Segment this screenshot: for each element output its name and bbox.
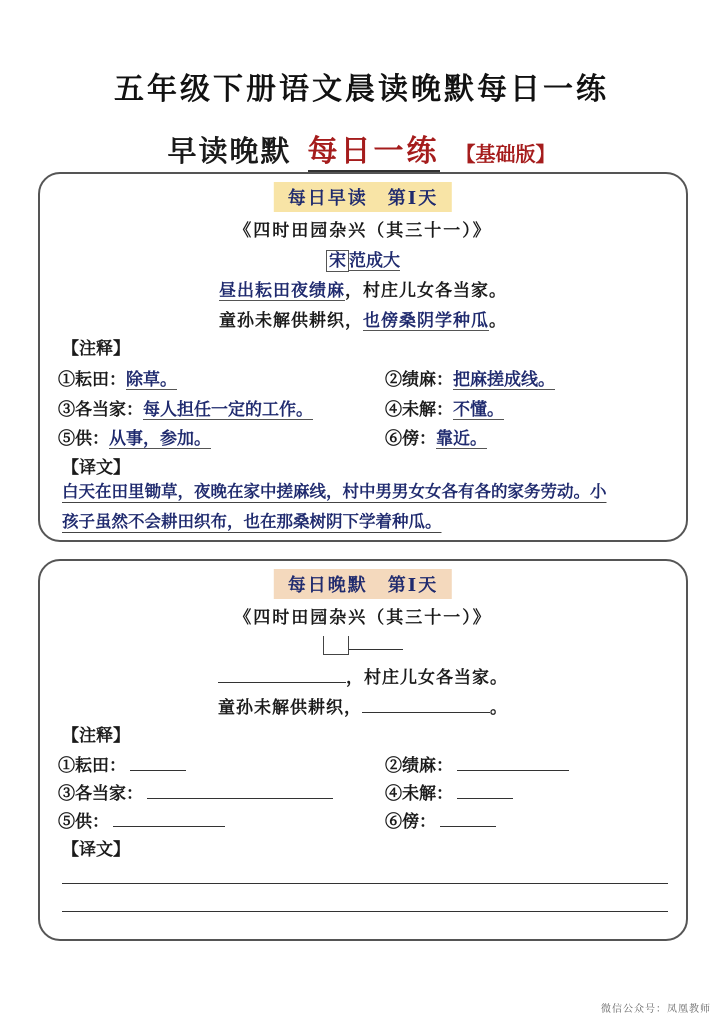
verse-line-2	[40, 306, 686, 331]
verse-1-highlight: 昼出耘田夜绩麻	[219, 281, 345, 301]
note-item: ③各当家：	[58, 779, 333, 804]
dynasty-blank[interactable]	[323, 636, 349, 655]
translation-line-2: 孩子虽然不会耕田织布，也在那桑树阴下学着种瓜。	[62, 512, 442, 531]
edition-badge: 【基础版】	[455, 142, 556, 166]
translation-write-line-1[interactable]	[62, 883, 668, 884]
evening-day-badge: 每日晚默 第Ⅰ天	[274, 569, 452, 599]
author-blank-line[interactable]	[349, 633, 403, 650]
note-item: ③各当家：每人担任一定的工作。	[58, 400, 313, 420]
note-item: ①耘田：除草。	[58, 370, 177, 390]
verse-2-blank[interactable]	[362, 696, 490, 713]
translation-line-1: 白天在田里锄草，夜晚在家中搓麻线，村中男男女女各有各的家务劳动。小	[62, 482, 607, 501]
translation-label: 【译文】	[62, 458, 130, 478]
note-item: ⑥傍：	[385, 807, 496, 832]
translation-write-line-2[interactable]	[62, 911, 668, 912]
dynasty: 宋	[326, 250, 349, 272]
note-blank[interactable]	[457, 782, 513, 799]
note-item: ⑤供：	[58, 807, 225, 832]
note-item: ①耘田：	[58, 751, 186, 776]
note-item: ④未解：不懂。	[385, 400, 504, 420]
verse-line-2	[40, 693, 686, 718]
notes-label: 【注释】	[62, 339, 130, 359]
morning-reading-card	[38, 172, 688, 542]
note-item: ④未解：	[385, 779, 513, 804]
verse-2-highlight: 也傍桑阴学种瓜	[363, 311, 489, 331]
evening-dictation-card	[38, 559, 688, 941]
note-blank[interactable]	[113, 810, 225, 827]
verse-line-1	[40, 276, 686, 301]
note-blank[interactable]	[457, 754, 569, 771]
translation-text	[62, 477, 674, 537]
page-title: 五年级下册语文晨读晚默每日一练	[114, 72, 609, 107]
note-item: ②绩麻：把麻搓成线。	[385, 370, 555, 390]
note-blank[interactable]	[440, 810, 496, 827]
verse-2-start: 童孙未解供耕织，	[218, 698, 362, 718]
note-blank[interactable]	[147, 782, 333, 799]
subtitle-red: 每日一练	[308, 134, 440, 172]
verse-1-rest: ，村庄儿女各当家。	[346, 668, 508, 688]
author-blank	[40, 633, 686, 655]
note-item: ⑤供：从事，参加。	[58, 429, 211, 449]
author-name: 范成大	[349, 251, 400, 271]
notes-label: 【注释】	[62, 726, 130, 746]
subtitle-left: 早读晚默	[167, 134, 292, 168]
poem-title: 《四时田园杂兴（其三十一）》	[234, 221, 492, 241]
poem-title: 《四时田园杂兴（其三十一）》	[234, 608, 492, 628]
subtitle	[0, 126, 723, 170]
verse-1-rest: ，村庄儿女各当家。	[345, 281, 507, 301]
verse-2-start: 童孙未解供耕织，	[219, 311, 363, 331]
verse-2-end: 。	[489, 311, 507, 331]
morning-day-badge: 每日早读 第Ⅰ天	[274, 182, 452, 212]
poem-author	[40, 246, 686, 271]
note-item: ⑥傍：靠近。	[385, 429, 487, 449]
verse-2-end: 。	[490, 698, 508, 718]
verse-1-blank[interactable]	[218, 666, 346, 683]
verse-line-1	[40, 663, 686, 688]
note-blank[interactable]	[130, 754, 186, 771]
translation-label: 【译文】	[62, 840, 130, 860]
footer-credit: 微信公众号：凤凰教师	[601, 1004, 711, 1015]
note-item: ②绩麻：	[385, 751, 569, 776]
